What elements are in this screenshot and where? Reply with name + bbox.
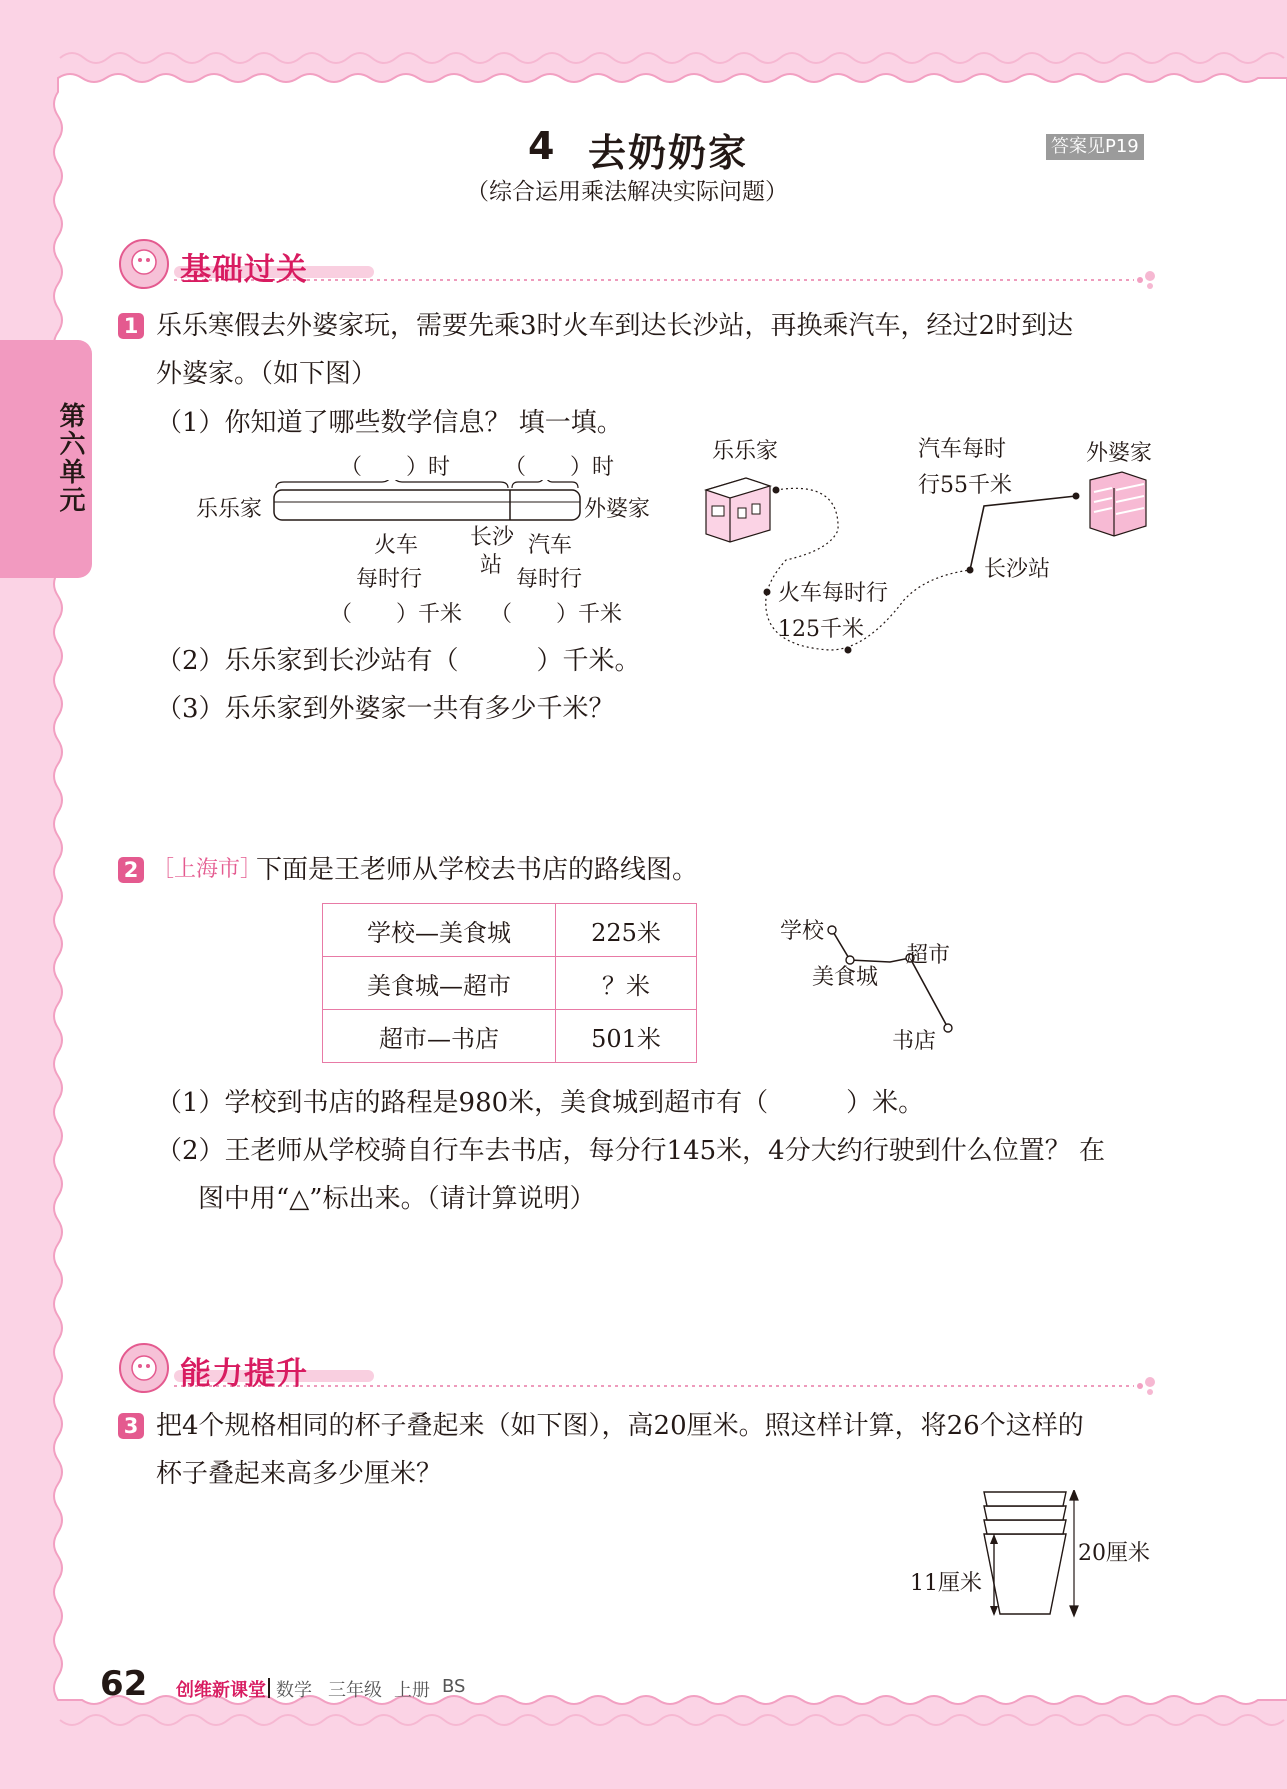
segment-right-end: 外婆家 — [584, 497, 651, 522]
footer-volume: 上册 — [394, 1680, 430, 1701]
segment-train-speed-label: 每时行 — [356, 567, 423, 592]
lesson-number: 4 — [528, 124, 555, 168]
footer-edition: BS — [442, 1676, 466, 1697]
question-1-segment-diagram — [270, 480, 590, 540]
map-grandma-label: 外婆家 — [1086, 441, 1153, 466]
question-3-text-line1: 把4个规格相同的杯子叠起来（如下图），高20厘米。照这样计算，将26个这样的 — [156, 1411, 1084, 1441]
question-2-part1: （1）学校到书店的路程是980米，美食城到超市有（ ）米。 — [156, 1088, 925, 1118]
question-1-part1: （1）你知道了哪些数学信息？ 填一填。 — [156, 408, 623, 438]
segment-station-label-1: 长沙 — [470, 525, 515, 550]
route-map-food-city-label: 美食城 — [812, 965, 879, 990]
table-cell-segment: 超市—书店 — [323, 1010, 556, 1063]
question-2-text: 下面是王老师从学校去书店的路线图。 — [256, 855, 699, 885]
section-basic-title: 基础过关 — [180, 252, 308, 288]
segment-time-blank-train: （ ）时 — [340, 455, 451, 480]
map-bus-note-line1: 汽车每时 — [918, 437, 1007, 462]
unit-side-tab-label: 第六单元 — [55, 402, 85, 514]
section-advanced-title: 能力提升 — [180, 1356, 308, 1392]
segment-time-blank-bus: （ ）时 — [504, 455, 615, 480]
question-1-part3: （3）乐乐家到外婆家一共有多少千米？ — [156, 694, 615, 724]
single-cup-height-arrow — [984, 1534, 1004, 1618]
map-train-note-line2: 125千米 — [778, 617, 864, 642]
segment-km-blank-bus: （ ）千米 — [490, 602, 623, 627]
route-distance-table — [322, 903, 697, 1063]
segment-left-end: 乐乐家 — [196, 497, 263, 522]
route-map-supermarket-label: 超市 — [906, 943, 951, 968]
home-building-icon — [706, 478, 770, 542]
stack-height-label: 20厘米 — [1078, 1541, 1150, 1566]
question-1-part2: （2）乐乐家到长沙站有（ ）千米。 — [156, 646, 641, 676]
table-cell-segment: 美食城—超市 — [323, 957, 556, 1010]
segment-station-label-2: 站 — [480, 553, 503, 578]
footer-grade: 三年级 — [328, 1680, 382, 1701]
footer-brand: 创维新课堂 — [176, 1680, 266, 1701]
question-3-number: 3 — [118, 1413, 144, 1439]
table-cell-distance: ？米 — [556, 957, 697, 1010]
table-row — [323, 957, 697, 1010]
question-1-text-line2: 外婆家。（如下图） — [156, 359, 378, 389]
footer-divider — [268, 1678, 270, 1698]
footer-subject: 数学 — [276, 1680, 312, 1701]
question-3-text-line2: 杯子叠起来高多少厘米？ — [156, 1459, 443, 1489]
page-number: 62 — [100, 1664, 148, 1704]
segment-train-label: 火车 — [374, 533, 419, 558]
grandma-building-icon — [1090, 472, 1146, 536]
route-map-school-label: 学校 — [780, 919, 825, 944]
question-2-number: 2 — [118, 857, 144, 883]
question-2-part2-line1: （2）王老师从学校骑自行车去书店，每分行145米，4分大约行驶到什么位置？ 在 — [156, 1136, 1105, 1166]
answer-reference-badge: 答案见P19 — [1046, 134, 1144, 160]
question-2-part2-line2: 图中用“△”标出来。（请计算说明） — [198, 1184, 596, 1214]
question-2-region-tag: ［上海市］ — [152, 857, 263, 882]
table-cell-segment: 学校—美食城 — [323, 904, 556, 957]
route-map-bookstore-label: 书店 — [892, 1029, 937, 1054]
map-train-note-line1: 火车每时行 — [778, 581, 889, 606]
cup-height-label: 11厘米 — [910, 1571, 982, 1596]
page-title: 去奶奶家 — [588, 131, 749, 175]
question-1-number: 1 — [118, 313, 144, 339]
segment-km-blank-train: （ ）千米 — [330, 602, 463, 627]
page-subtitle: （综合运用乘法解决实际问题） — [466, 179, 788, 205]
table-row — [323, 1010, 697, 1063]
table-cell-distance: 501米 — [556, 1010, 697, 1063]
table-row — [323, 904, 697, 957]
map-station-label: 长沙站 — [984, 557, 1051, 582]
map-home-label: 乐乐家 — [712, 439, 779, 464]
map-bus-note-line2: 行55千米 — [918, 473, 1012, 498]
segment-bus-label: 汽车 — [528, 533, 573, 558]
question-1-text-line1: 乐乐寒假去外婆家玩，需要先乘3时火车到达长沙站，再换乘汽车，经过2时到达 — [156, 311, 1074, 341]
table-cell-distance: 225米 — [556, 904, 697, 957]
segment-bus-speed-label: 每时行 — [516, 567, 583, 592]
